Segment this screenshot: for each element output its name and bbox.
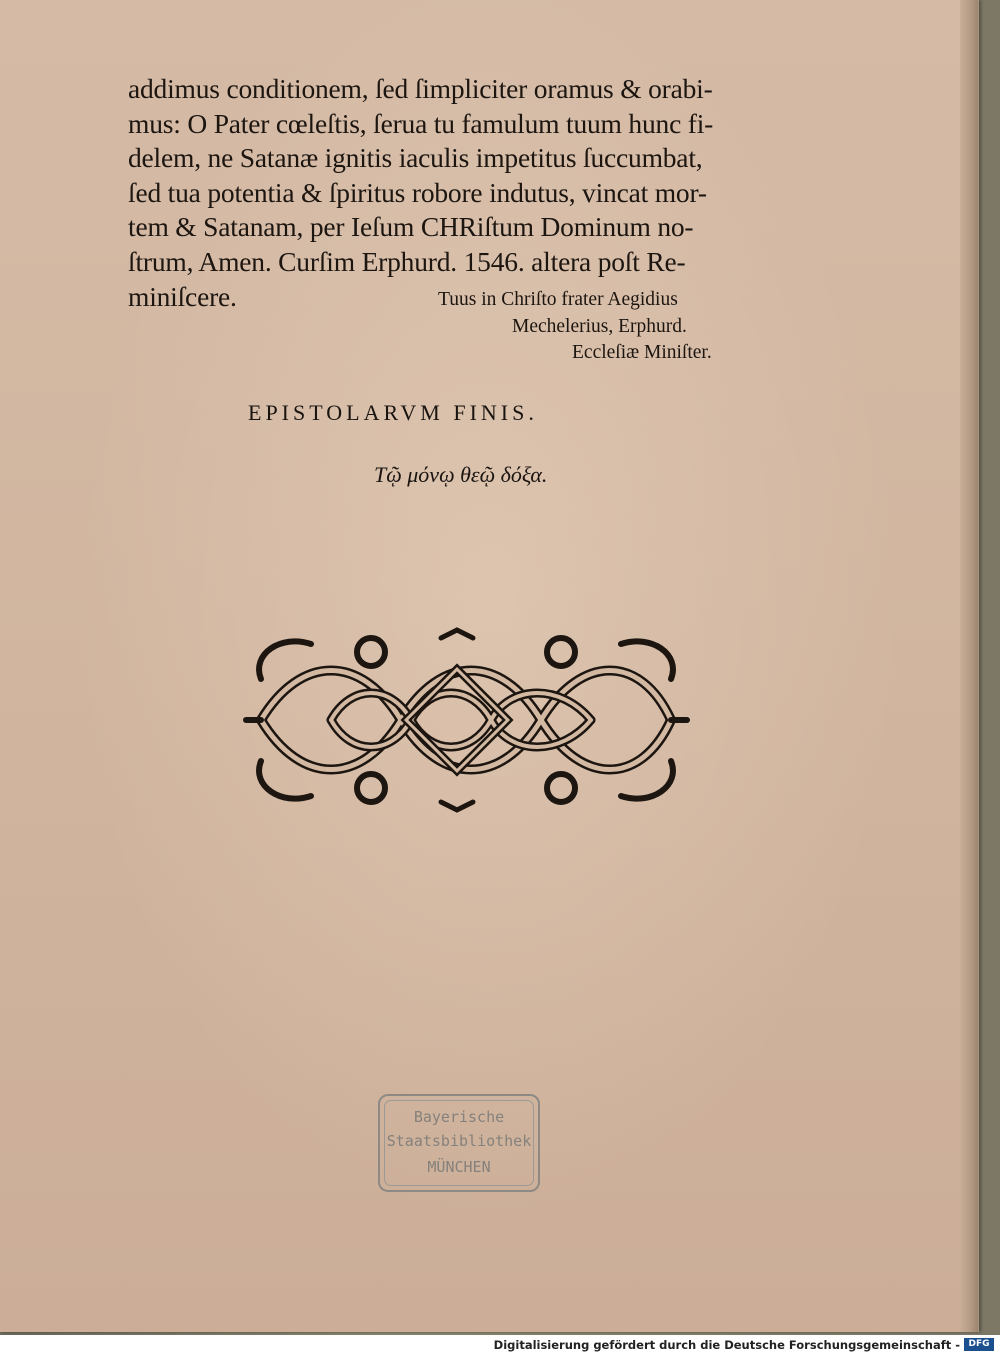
dfg-logo-icon: DFG bbox=[964, 1338, 994, 1351]
body-text bbox=[128, 72, 778, 314]
signature-line-3: Eccleſiæ Miniſter. bbox=[572, 342, 712, 363]
text-line: ſed tua potentia & ſpiritus robore indutus, vincat mor- bbox=[128, 176, 707, 208]
text-line: mus: O Pater cœleſtis, ſerua tu famulum tuum hunc fi- bbox=[128, 107, 714, 139]
text-line: miniſcere. bbox=[128, 280, 237, 312]
page-edge bbox=[960, 0, 978, 1332]
text-line: addimus conditionem, ſed ſimpliciter oramus & orabi- bbox=[128, 73, 713, 104]
text-line: ſtrum, Amen. Curſim Erphurd. 1546. altera poſt Re- bbox=[128, 245, 686, 277]
footer-bar bbox=[0, 1335, 1000, 1355]
text-line: delem, ne Satanæ ignitis iaculis impetitus ſuccumbat, bbox=[128, 142, 703, 174]
text-line: tem & Satanam, per Ieſum CHRiſtum Dominum no- bbox=[128, 211, 694, 243]
stamp-line-1: Bayerische bbox=[413, 1108, 505, 1126]
signature-line-1: Tuus in Chriſto frater Aegidius bbox=[438, 289, 678, 310]
stamp-line-2: Staatsbibliothek bbox=[386, 1132, 532, 1150]
footer-credit: Digitalisierung gefördert durch die Deutsche Forschungsgemeinschaft - bbox=[493, 1338, 960, 1352]
stamp-line-3: MÜNCHEN bbox=[427, 1158, 491, 1176]
signature-line-2: Mechelerius, Erphurd. bbox=[512, 316, 687, 337]
greek-doxology: Τῷ μόνῳ θεῷ δόξα. bbox=[374, 462, 548, 487]
finis-heading: EPISTOLARVM FINIS. bbox=[248, 400, 538, 425]
knotwork-ornament bbox=[241, 624, 691, 816]
library-stamp bbox=[378, 1094, 540, 1192]
